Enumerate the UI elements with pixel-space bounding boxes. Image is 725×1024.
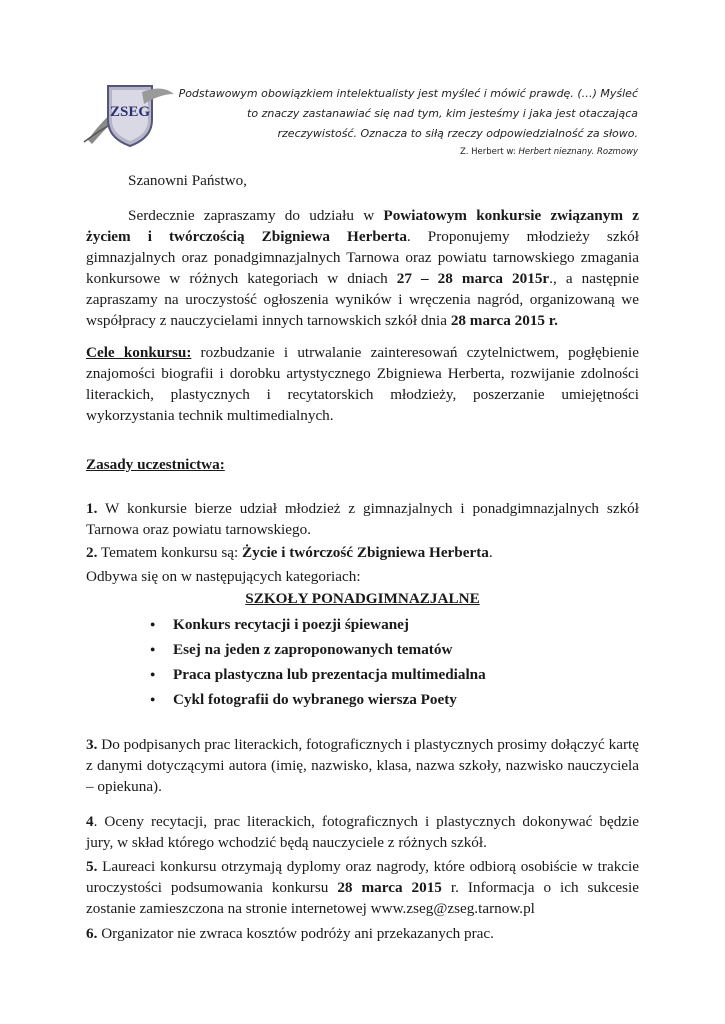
letter-body — [86, 170, 639, 944]
rule-1: 1. W konkursie bierze udział młodzież z gimnazjalnych i ponadgimnazjalnych szkół Tarnowa oraz powiatu tarnowskiego. — [86, 500, 639, 538]
greeting: Szanowni Państwo, — [128, 172, 247, 189]
list-item: ● Cykl fotografii do wybranego wiersza Poety — [150, 687, 639, 712]
rule-4: 4. Oceny recytacji, prac literackich, fotograficznych i plastycznych dokonywać będzie jury, w skład którego wchodzić będą nauczyciele z różnych szkół. — [86, 813, 639, 851]
rule-5: 5. Laureaci konkursu otrzymają dyplomy oraz nagrody, które odbiorą osobiście w trakcie uroczystości podsumowania konkursu 28 marca 2015 r. Informacja o ich sukcesie zostanie zamieszczona na stronie internetowej www.zseg@zseg.tarnow.pl — [86, 858, 639, 917]
category-list — [86, 612, 639, 712]
school-logo — [82, 80, 178, 148]
header-quote: Podstawowym obowiązkiem intelektualisty jest myśleć i mówić prawdę. (…) Myśleć to znaczy zastanawiać się nad tym, kim jesteśmy i jaka jest otaczająca rzeczywistość. Oznacza to siłą rzeczy odpowiedzialność za słowo. — [178, 87, 638, 140]
rule-2: 2. Tematem konkursu są: Życie i twórczość Zbigniewa Herberta. — [86, 544, 493, 561]
rule-3: 3. Do podpisanych prac literackich, fotograficznych i plastycznych prosimy dołączyć kartę z danymi dotyczącymi autora (imię, nazwisko, klasa, nazwa szkoły, nazwisko nauczyciela – opiekuna). — [86, 736, 639, 795]
list-item: ● Praca plastyczna lub prezentacja multimedialna — [150, 662, 639, 687]
rules-title: Zasady uczestnictwa: — [86, 456, 225, 473]
list-item: ● Esej na jeden z zaproponowanych tematów — [150, 637, 639, 662]
svg-text:ZSEG: ZSEG — [109, 104, 151, 120]
intro-paragraph: Serdecznie zapraszamy do udziału w Powiatowym konkursie związanym z życiem i twórczością Zbigniewa Herberta. Proponujemy młodzieży szkół gimnazjalnych oraz ponadgimnazjalnych Tarnowa oraz powiatu tarnowskiego zmagania konkursowe w różnych kategoriach w dniach 27 – 28 marca 2015r., a następnie zapraszamy na uroczystość ogłoszenia wyników i wręczenia nagród, organizowaną we współpracy z nauczycielami innych tarnowskich szkół dnia 28 marca 2015 r. — [86, 207, 639, 329]
category-heading: SZKOŁY PONADGIMNAZJALNE — [245, 590, 480, 607]
quote-source: Z. Herbert w: Herbert nieznany. Rozmowy — [459, 147, 638, 157]
rule-6: 6. Organizator nie zwraca kosztów podróży ani przekazanych prac. — [86, 925, 494, 942]
goals-paragraph: Cele konkursu: rozbudzanie i utrwalanie zainteresowań czytelnictwem, pogłębienie znajomości biografii i dorobku artystycznego Zbigniewa Herberta, rozwijanie zdolności literackich, plastycznych i recytatorskich młodzieży, poszerzanie umiejętności wykorzystania technik multimedialnych. — [86, 344, 639, 424]
list-item: ● Konkurs recytacji i poezji śpiewanej — [150, 612, 639, 637]
categories-intro: Odbywa się on w następujących kategoriach: — [86, 568, 361, 585]
